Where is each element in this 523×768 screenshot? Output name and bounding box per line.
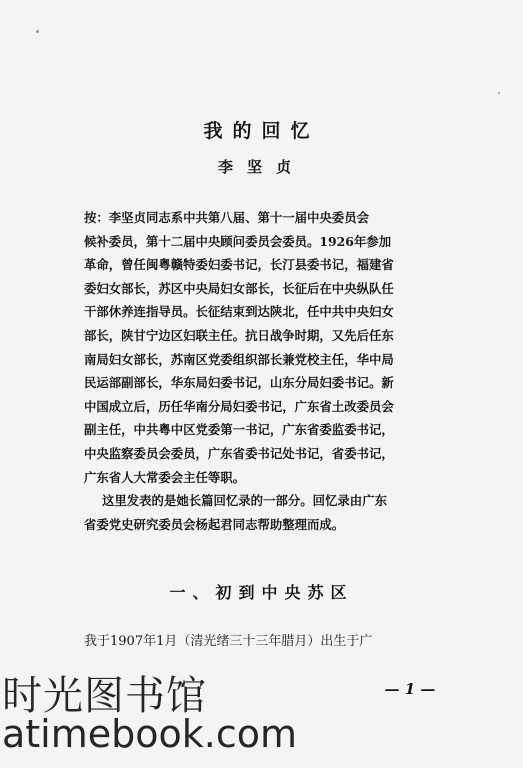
note-line: 民运部副部长，华东局妇委书记，山东分局妇委书记。新 <box>84 375 394 391</box>
scan-speck <box>36 30 39 33</box>
note-line: 南局妇女部长，苏南区党委组织部长兼党校主任，华中局 <box>84 351 394 367</box>
page-title: 我的回忆 <box>203 120 320 142</box>
note-line: 中国成立后，历任华南分局妇委书记，广东省土改委员会 <box>84 398 394 414</box>
note-line: 候补委员，第十二届中央顾问委员会委员。1926年参加 <box>84 233 392 249</box>
note-line: 革命，曾任闽粤赣特委妇委书记，长汀县委书记，福建省 <box>84 257 394 273</box>
note-line: 广东省人大常委会主任等职。 <box>84 469 246 485</box>
note-line: 副主任，中共粤中区党委第一书记，广东省委监委书记， <box>84 422 394 438</box>
watermark-url: atimebook.com <box>2 712 298 756</box>
note-line: 部长，陕甘宁边区妇联主任。抗日战争时期，又先后任东 <box>84 327 394 343</box>
note-line: 委妇女部长，苏区中央局妇女部长，长征后在中央纵队任 <box>84 280 394 296</box>
postscript-line: 省委党史研究委员会杨起君同志帮助整理而成。 <box>84 516 345 532</box>
author-name: 李坚贞 <box>217 158 305 176</box>
editor-note <box>84 206 476 536</box>
watermark-chinese: 时光图书馆 <box>2 673 207 719</box>
scan-speck <box>498 92 500 94</box>
note-line: 干部休养连指导员。长征结束到达陕北，任中共中央妇女 <box>84 304 394 320</box>
body-paragraph-start: 我于1907年1月（清光绪三十三年腊月）出生于广 <box>84 634 373 649</box>
postscript-line: 这里发表的是她长篇回忆录的一部分。回忆录由广东 <box>102 493 387 509</box>
page-number: — 1 — <box>384 680 436 698</box>
note-line: 按：李坚贞同志系中共第八届、第十一届中央委员会 <box>84 210 369 225</box>
note-line: 中央监察委员会委员，广东省委书记处书记，省委书记， <box>84 445 394 461</box>
section-heading: 一、初到中央苏区 <box>169 583 354 602</box>
